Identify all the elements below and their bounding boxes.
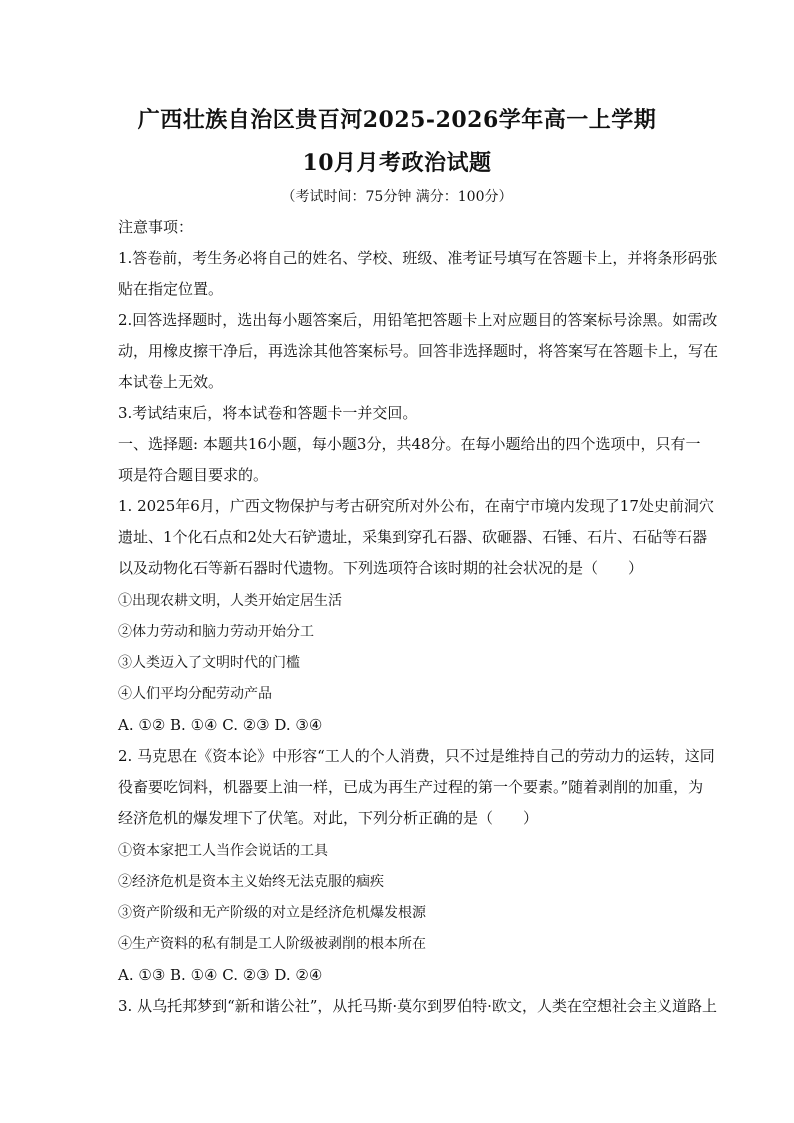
question-2-item: ④生产资料的私有制是工人阶级被剥削的根本所在 <box>118 936 426 952</box>
question-2-stem: 经济危机的爆发埋下了伏笔。对此，下列分析正确的是（ ） <box>118 809 539 827</box>
section-heading: 项是符合题目要求的。 <box>118 466 269 484</box>
exam-title-line1: 广西壮族自治区贵百河2025-2026学年高一上学期 <box>137 107 657 133</box>
notice-heading: 注意事项： <box>118 218 194 236</box>
question-1-item: ②体力劳动和脑力劳动开始分工 <box>118 624 314 640</box>
notice-line: 1.答卷前，考生务必将自己的姓名、学校、班级、准考证号填写在答题卡上，并将条形码张 <box>118 249 718 267</box>
question-1-stem: 1. 2025年6月，广西文物保护与考古研究所对外公布，在南宁市境内发现了17处史前洞穴 <box>118 497 714 515</box>
question-1-item: ①出现农耕文明，人类开始定居生活 <box>118 593 342 609</box>
notice-line: 本试卷上无效。 <box>118 373 224 391</box>
notice-line: 动，用橡皮擦干净后，再选涂其他答案标号。回答非选择题时，将答案写在答题卡上，写在 <box>118 342 719 360</box>
question-1-stem: 以及动物化石等新石器时代遗物。下列选项符合该时期的社会状况的是（ ） <box>118 559 644 577</box>
question-3-stem: 3. 从乌托邦梦到“新和谐公社”，从托马斯·莫尔到罗伯特·欧文，人类在空想社会主义道路上 <box>118 997 717 1015</box>
section-heading: 一、选择题: 本题共16小题，每小题3分，共48分。在每小题给出的四个选项中，只有一 <box>118 435 701 453</box>
notice-line: 3.考试结束后，将本试卷和答题卡一并交回。 <box>118 404 418 422</box>
question-2-stem: 2. 马克思在《资本论》中形容“工人的个人消费，只不过是维持自己的劳动力的运转，这同 <box>118 747 715 765</box>
notice-line: 贴在指定位置。 <box>118 280 224 298</box>
question-1-item: ④人们平均分配劳动产品 <box>118 686 272 702</box>
question-1-item: ③人类迈入了文明时代的门槛 <box>118 655 300 671</box>
exam-title-line2: 10月月考政治试题 <box>302 150 492 176</box>
notice-line: 2.回答选择题时，选出每小题答案后，用铅笔把答题卡上对应题目的答案标号涂黑。如需改 <box>118 311 718 329</box>
question-1-choices: A. ①② B. ①④ C. ②③ D. ③④ <box>118 716 323 734</box>
question-2-stem: 役畜要吃饲料，机器要上油一样，已成为再生产过程的第一个要素。”随着剥削的加重，为 <box>118 778 704 796</box>
question-2-item: ③资产阶级和无产阶级的对立是经济危机爆发根源 <box>118 905 426 921</box>
question-2-item: ②经济危机是资本主义始终无法克服的痼疾 <box>118 874 384 890</box>
question-1-stem: 遗址、1个化石点和2处大石铲遗址，采集到穿孔石器、砍砸器、石锤、石片、石砧等石器 <box>118 528 708 546</box>
exam-info: （考试时间：75分钟 满分：100分） <box>281 189 513 205</box>
question-2-choices: A. ①③ B. ①④ C. ②③ D. ②④ <box>118 966 323 984</box>
question-2-item: ①资本家把工人当作会说话的工具 <box>118 843 328 859</box>
